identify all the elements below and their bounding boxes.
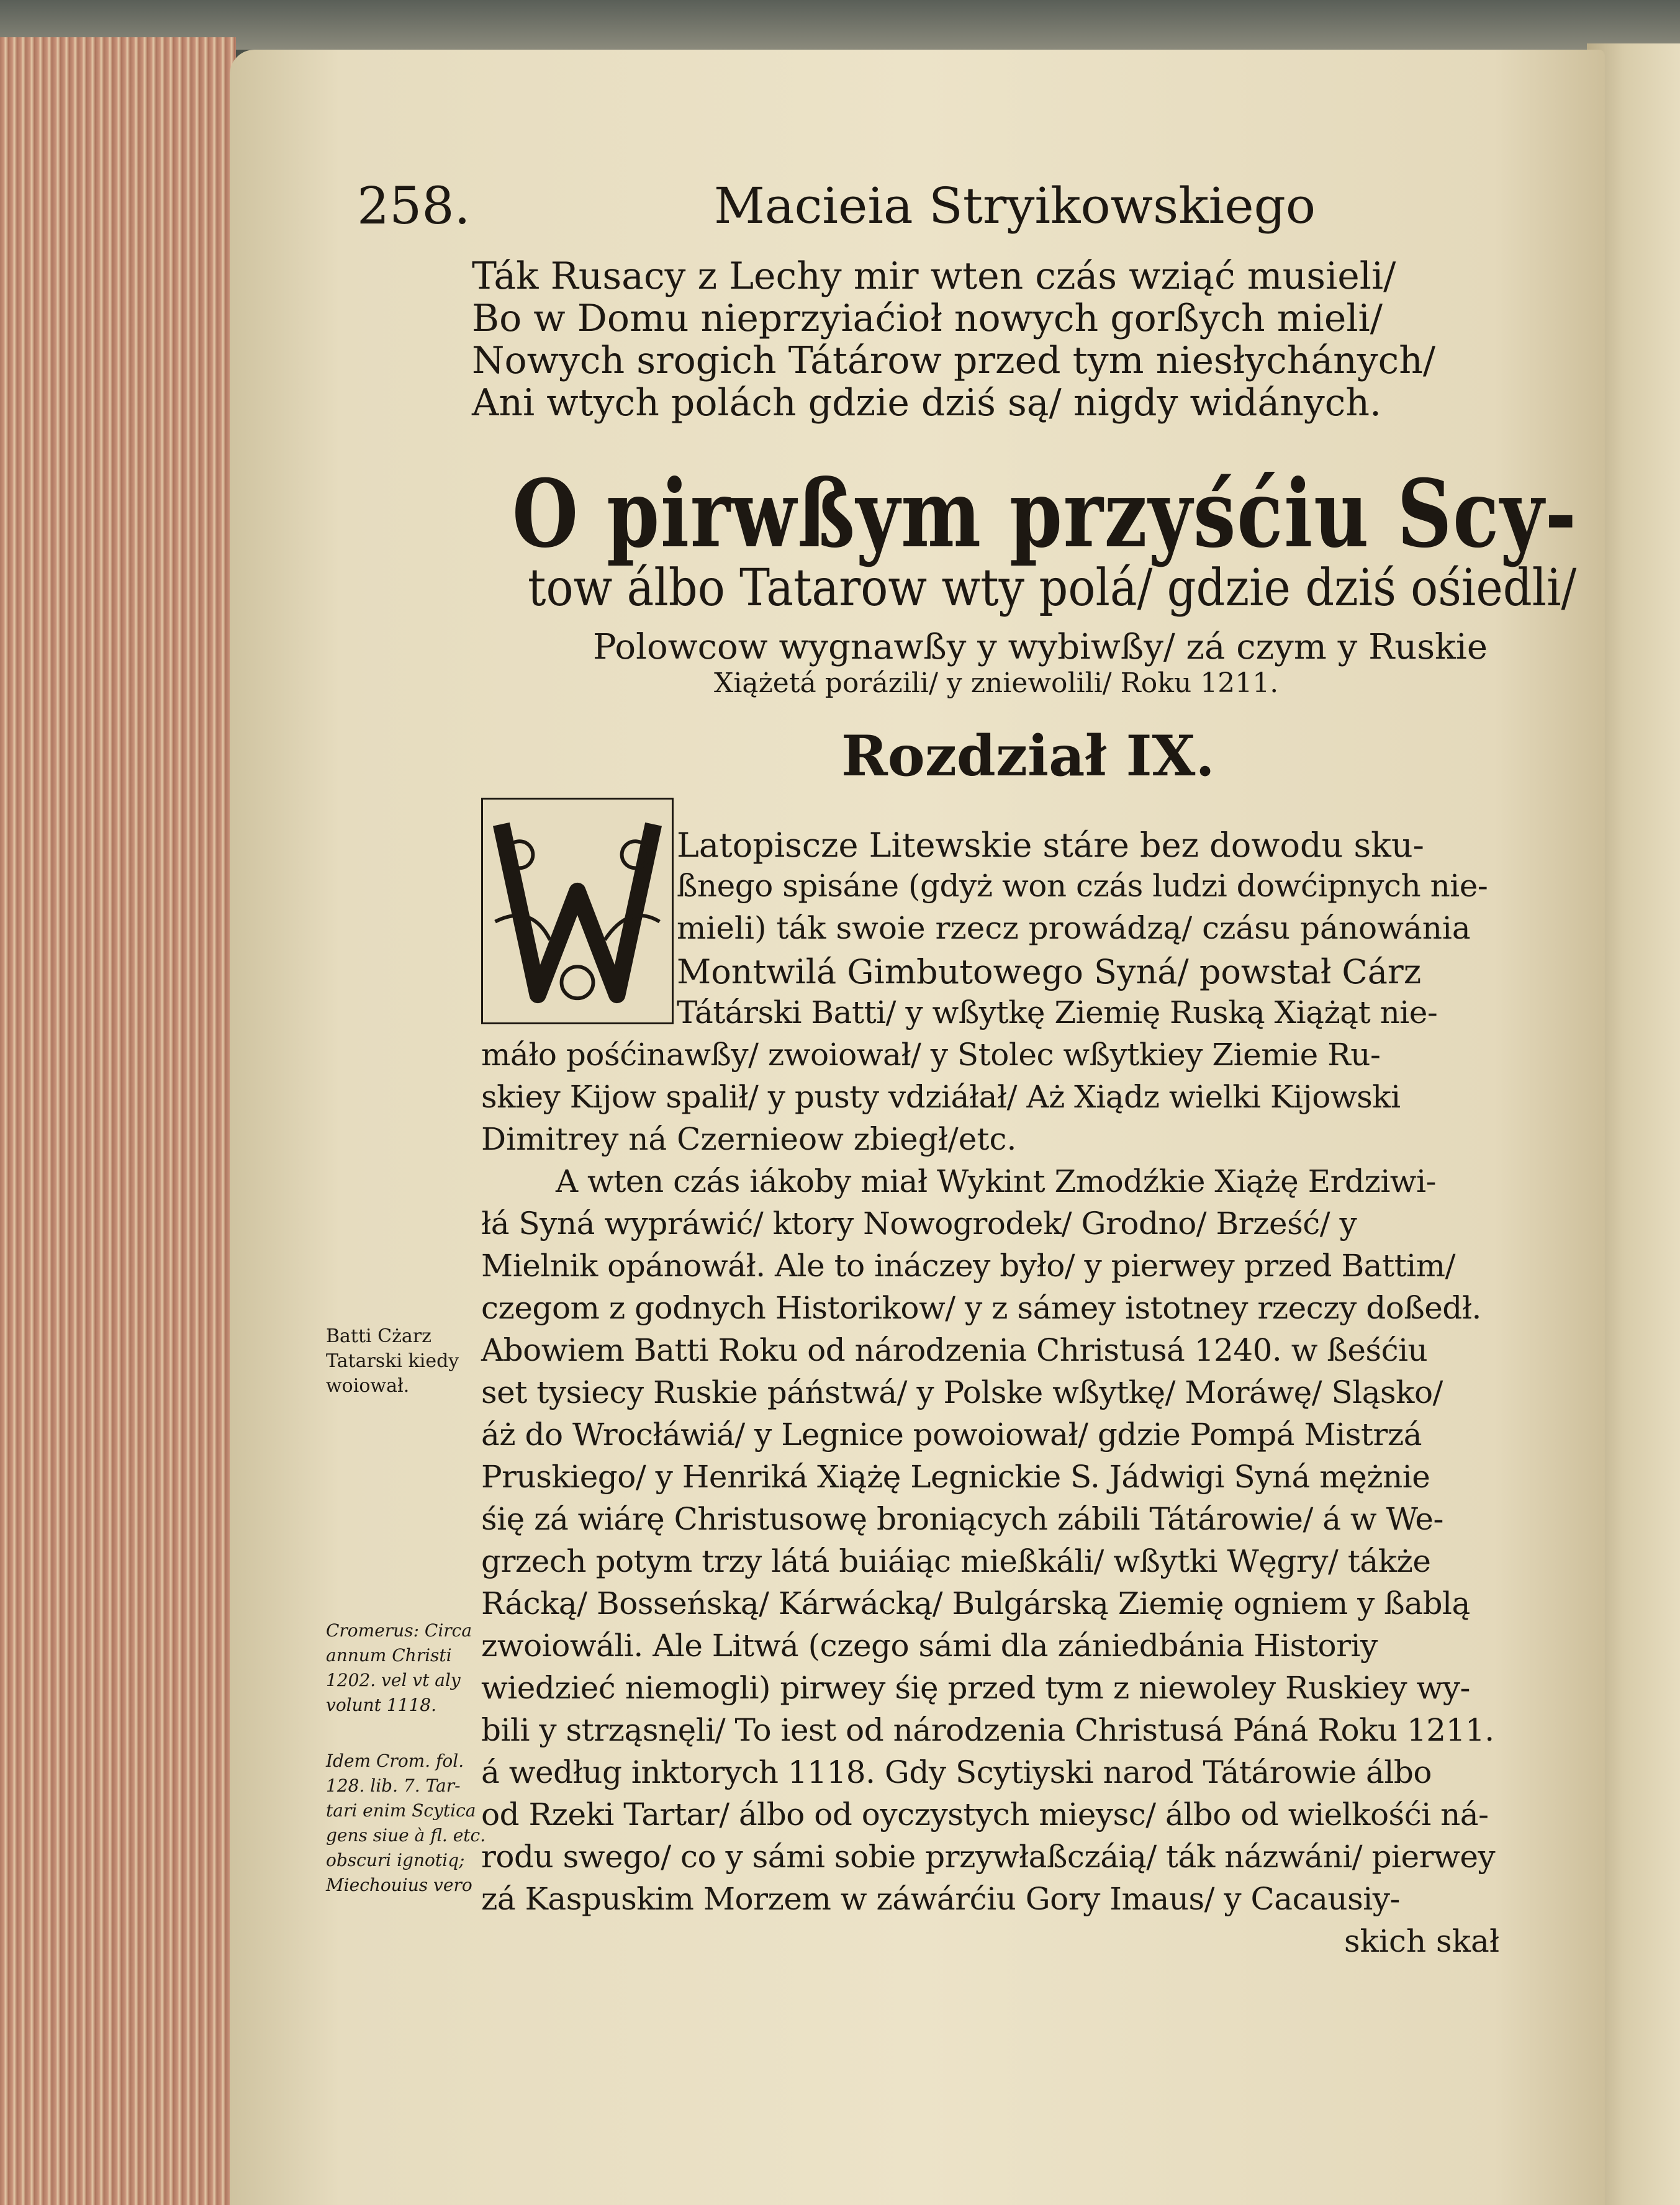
book-page-edges [0,37,236,2205]
marginal-note: 1202. vel vt aly [326,1670,461,1690]
marginal-note: Cromerus: Circa [326,1620,472,1641]
verse-line: Nowych srogich Tátárow przed tym niesłychánych/ [472,339,1436,382]
body-line: Montwilá Gimbutowego Syná/ powstał Cárz [677,952,1422,991]
body-line: A wten czás iákoby miał Wykint Zmodźkie Xiążę Erdziwi- [556,1163,1436,1199]
marginal-note: Idem Crom. fol. [326,1751,464,1771]
body-line: Abowiem Batti Roku od národzenia Christusá 1240. w ßeśćiu [481,1332,1428,1368]
chapter-heading-line-1: O pirwßym przyśćiu Scy- [512,459,1578,569]
body-line: czegom z godnych Historikow/ y z sámey istotney rzeczy doßedł. [481,1290,1481,1326]
body-line: wiedzieć niemogli) pirwey śię przed tym z niewoley Ruskiey wy- [481,1670,1470,1706]
marginal-note: annum Christi [326,1645,452,1666]
body-line: łá Syná wypráwić/ ktory Nowogrodek/ Grodno/ Brześć/ y [481,1206,1357,1242]
body-line: Latopiscze Litewskie stáre bez dowodu sku- [677,826,1424,865]
marginal-note: woiował. [326,1375,410,1397]
body-line: Mielnik opánowáł. Ale to ináczey było/ y pierwey przed Battim/ [481,1248,1455,1284]
chapter-heading-line-2: tow álbo Tatarow wty polá/ gdzie dziś ośiedli/ [528,559,1577,618]
marginal-note: Batti Cżarz [326,1325,431,1347]
chapter-number: Rozdział IX. [841,723,1215,789]
body-line: od Rzeki Tartar/ álbo od oyczystych mieysc/ álbo od wielkośći ná- [481,1797,1489,1833]
decorated-initial-icon [481,798,674,1024]
body-line: grzech potym trzy látá buiáiąc mießkáli/ wßytki Węgry/ tákże [481,1543,1431,1579]
body-line: skiey Kijow spalił/ y pusty vdziáłał/ Aż Xiądz wielki Kijowski [481,1079,1401,1115]
chapter-heading-line-3: Polowcow wygnawßy y wybiwßy/ zá czym y Ruskie [593,627,1488,667]
body-line: Dimitrey ná Czernieow zbiegł/etc. [481,1121,1017,1157]
verse-line: Ták Rusacy z Lechy mir wten czás wziąć musieli/ [472,255,1396,298]
marginal-note: gens siue à fl. etc. [326,1825,486,1846]
marginal-note: Tatarski kiedy [326,1350,459,1372]
body-line: máło pośćinawßy/ zwoiował/ y Stolec wßytkiey Ziemie Ru- [481,1037,1381,1073]
body-line: skich skał [1344,1923,1500,1959]
body-line: Tátárski Batti/ y wßytkę Ziemię Ruską Xiążąt nie- [677,994,1438,1030]
body-line: rodu swego/ co y sámi sobie przywłaßczáią/ ták názwáni/ pierwey [481,1839,1496,1875]
book-top-edge [0,0,1680,50]
body-line: śię zá wiárę Christusowę broniących zábili Tátárowie/ á w We- [481,1501,1443,1537]
body-line: zá Kaspuskim Morzem w záwárćiu Gory Imaus/ y Cacausiy- [481,1881,1400,1917]
marginal-note: volunt 1118. [326,1695,437,1715]
chapter-heading-line-4: Xiążetá porázili/ y zniewolili/ Roku 1211. [714,667,1279,699]
marginal-note: tari enim Scytica [326,1800,476,1821]
body-line: Pruskiego/ y Henriká Xiążę Legnickie S. Jádwigi Syná mężnie [481,1459,1430,1495]
body-line: mieli) ták swoie rzecz prowádzą/ czásu pánowánia [677,910,1471,946]
body-line: zwoiowáli. Ale Litwá (czego sámi dla zániedbánia Historiy [481,1628,1378,1664]
body-line: á według inktorych 1118. Gdy Scytiyski narod Tátárowie álbo [481,1754,1432,1790]
running-head: Macieia Stryikowskiego [714,177,1316,235]
verse-line: Bo w Domu nieprzyiaćioł nowych gorßych mieli/ [472,297,1383,340]
page-number: 258. [357,177,471,236]
body-line: Rácką/ Bosseńską/ Kárwácką/ Bulgárską Ziemię ogniem y ßablą [481,1585,1470,1621]
body-line: ßnego spisáne (gdyż won czás ludzi dowćipnych nie- [677,868,1488,904]
body-line: set tysiecy Ruskie páństwá/ y Polske wßytkę/ Moráwę/ Sląsko/ [481,1374,1443,1410]
body-line: bili y strząsnęli/ To iest od národzenia Christusá Páná Roku 1211. [481,1712,1494,1748]
marginal-note: 128. lib. 7. Tar- [326,1775,461,1796]
marginal-note: Miechouius vero [326,1875,472,1895]
body-line: áż do Wrocłáwiá/ y Legnice powoiował/ gdzie Pompá Mistrzá [481,1417,1422,1453]
verse-line: Ani wtych polách gdzie dziś są/ nigdy widánych. [472,381,1382,425]
marginal-note: obscuri ignotiq; [326,1850,465,1870]
